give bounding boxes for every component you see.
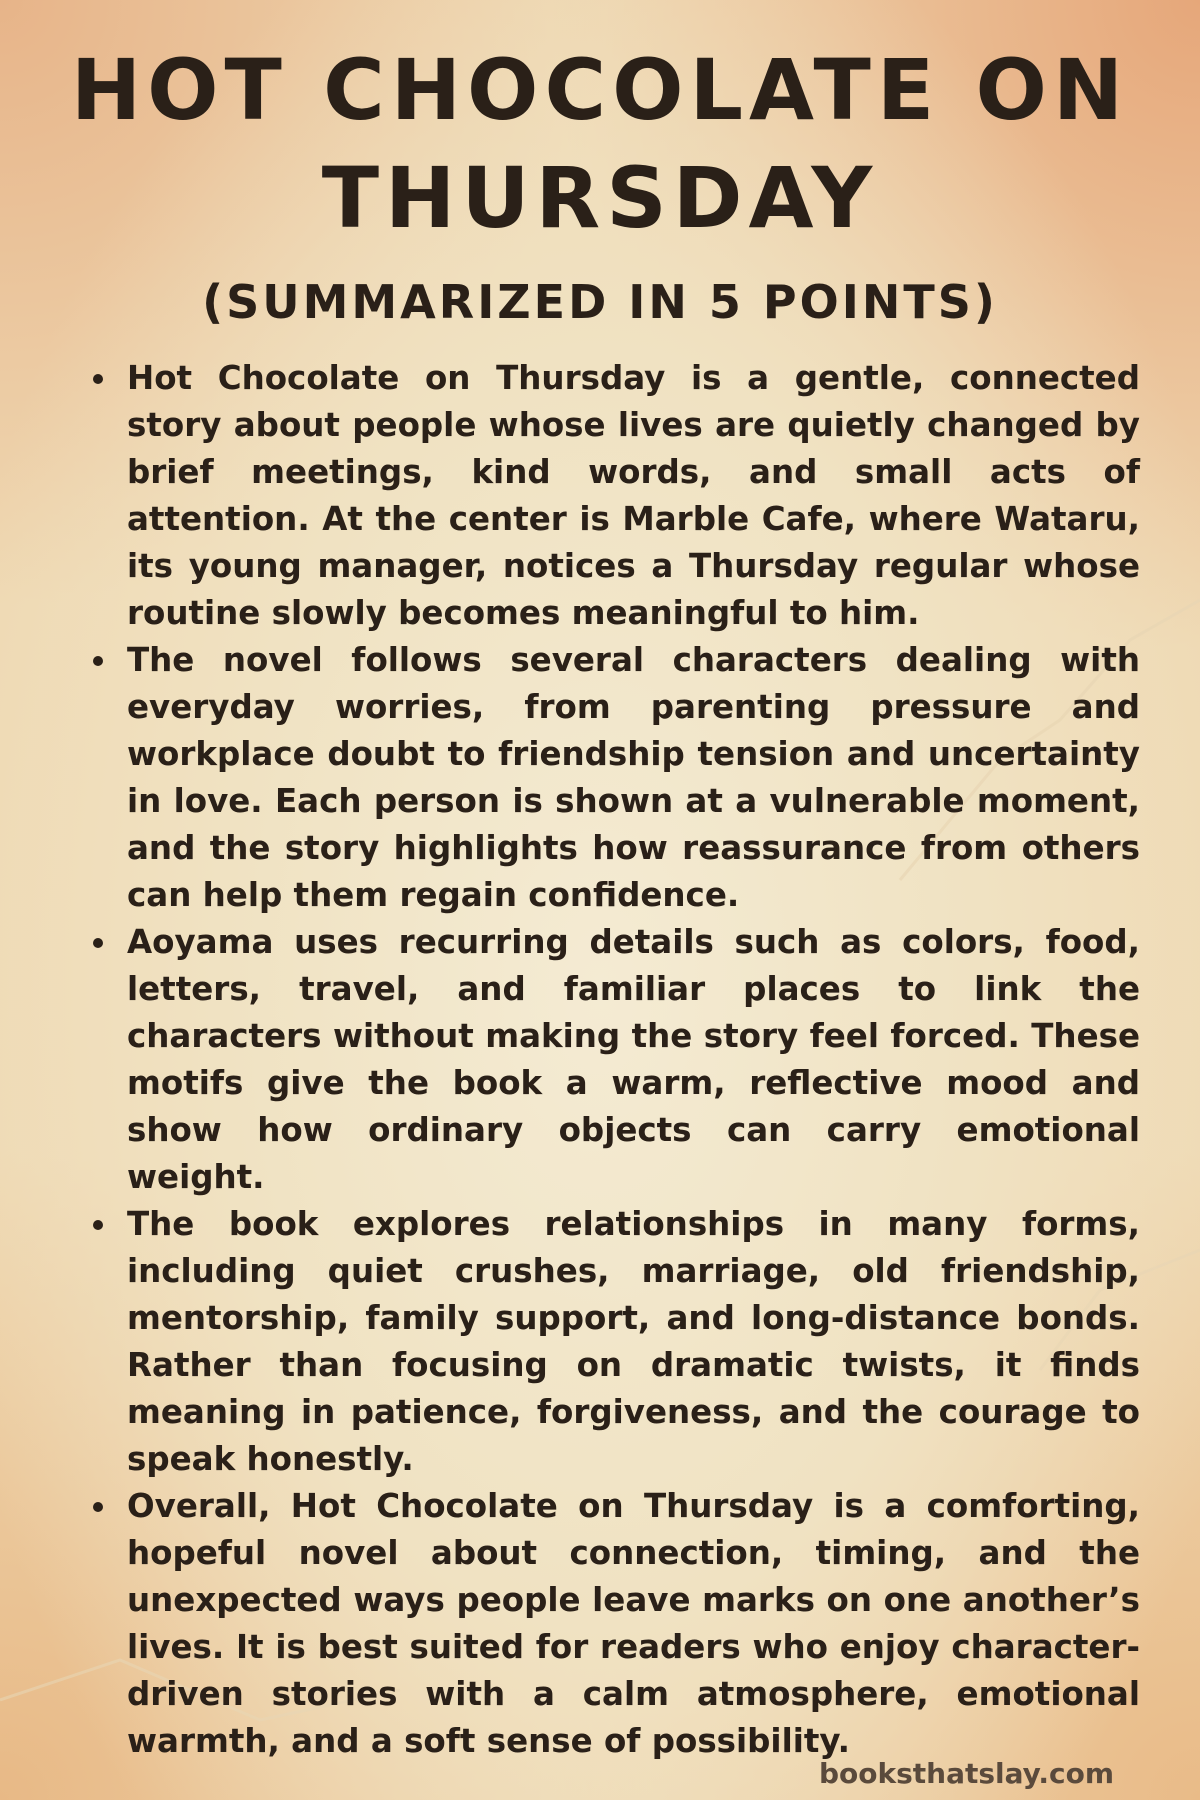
summary-points-list — [90, 355, 1140, 1765]
summary-point-text: Overall, Hot Chocolate on Thursday is a comforting, hopeful novel about connection, timing, and the unexpected ways people leave marks on one another’s lives. It is best suited for readers who enjoy character-driven stories with a calm atmosphere, emotional warmth, and a soft sense of possibility. — [127, 1487, 1140, 1760]
summary-point — [127, 1483, 1140, 1765]
bullet-icon — [93, 1220, 103, 1230]
site-credit: booksthatslay.com — [818, 1757, 1114, 1790]
bullet-icon — [93, 374, 103, 384]
page-subtitle: (SUMMARIZED IN 5 POINTS) — [202, 275, 998, 329]
summary-point — [127, 1201, 1140, 1483]
summary-point-text: The novel follows several characters dealing with everyday worries, from parenting pressure and workplace doubt to friendship tension and uncertainty in love. Each person is shown at a vulnerable moment, and the story highlights how reassurance from others can help them regain confidence. — [127, 641, 1140, 914]
summary-point-text: Hot Chocolate on Thursday is a gentle, connected story about people whose lives are quietly changed by brief meetings, kind words, and small acts of attention. At the center is Marble Cafe, where Wataru, its young manager, notices a Thursday regular whose routine slowly becomes meaningful to him. — [127, 359, 1140, 632]
summary-point-text: Aoyama uses recurring details such as colors, food, letters, travel, and familiar places to link the characters without making the story feel forced. These motifs give the book a warm, reflective mood and show how ordinary objects can carry emotional weight. — [127, 923, 1140, 1196]
summary-point — [127, 355, 1140, 637]
bullet-icon — [93, 1502, 103, 1512]
bullet-icon — [93, 938, 103, 948]
summary-point — [127, 919, 1140, 1201]
page-title: HOT CHOCOLATE ON THURSDAY — [70, 41, 1130, 247]
summary-point-text: The book explores relationships in many forms, including quiet crushes, marriage, old friendship, mentorship, family support, and long-distance bonds. Rather than focusing on dramatic twists, it finds meaning in patience, forgiveness, and the courage to speak honestly. — [127, 1205, 1140, 1478]
summary-point — [127, 637, 1140, 919]
bullet-icon — [93, 656, 103, 666]
